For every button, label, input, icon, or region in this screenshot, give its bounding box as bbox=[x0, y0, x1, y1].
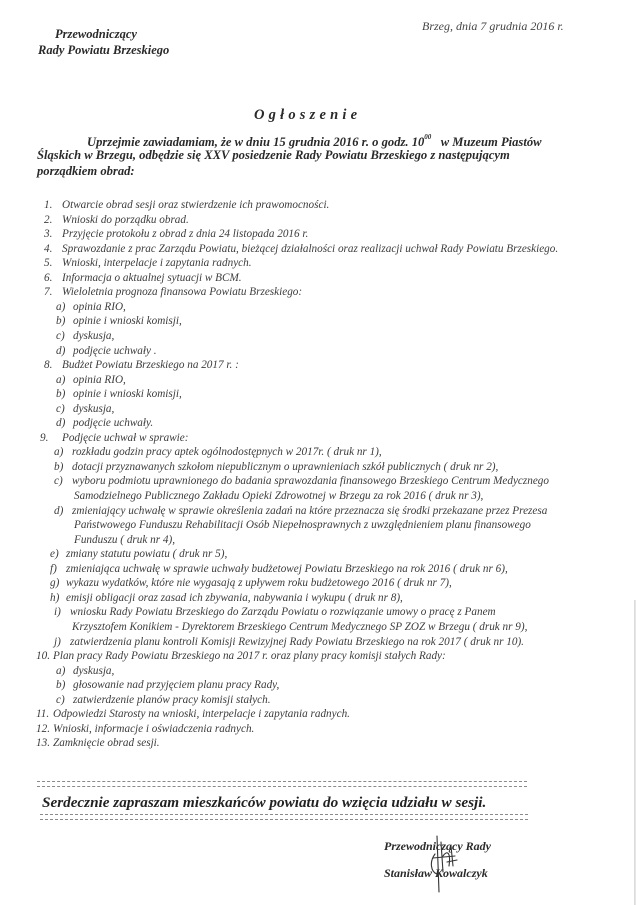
item-number: 10. bbox=[36, 650, 50, 663]
item-number: 3. bbox=[44, 228, 53, 241]
item-number: f) bbox=[50, 562, 57, 575]
item-number: 11. bbox=[36, 708, 50, 721]
item-number: 12. bbox=[36, 722, 50, 735]
item-text: Zamknięcie obrad sesji. bbox=[53, 737, 160, 750]
item-number: 1. bbox=[44, 199, 53, 211]
item-text: zmiany statutu powiatu ( druk nr 5), bbox=[66, 548, 228, 561]
item-number: d) bbox=[56, 417, 66, 430]
item-text: opinie i wnioski komisji, bbox=[73, 315, 182, 328]
signatory-name: Stanisław Kowalczyk bbox=[384, 866, 488, 880]
item-number: d) bbox=[54, 504, 64, 517]
item-number: 4. bbox=[44, 242, 53, 255]
intro-line-3: porządkiem obrad: bbox=[37, 164, 135, 178]
item-number: b) bbox=[56, 679, 66, 692]
item-text: Wieloletnia prognoza finansowa Powiatu Brzeskiego: bbox=[62, 286, 303, 299]
hour-superscript: 00 bbox=[424, 133, 432, 141]
item-text: rozkładu godzin pracy aptek ogólnodostępnych w 2017r. ( druk nr 1), bbox=[72, 446, 382, 459]
item-text: opinie i wnioski komisji, bbox=[73, 388, 182, 401]
closing-invitation: Serdecznie zapraszam mieszkańców powiatu do wzięcia udziału w sesji. bbox=[42, 794, 487, 811]
item-text: Wnioski, informacje i oświadczenia radnych. bbox=[53, 722, 255, 735]
item-number: b) bbox=[56, 388, 66, 401]
item-number: j) bbox=[54, 635, 61, 648]
item-text: zatwierdzenia planu kontroli Komisji Rewizyjnej Rady Powiatu Brzeskiego na rok 2017 ( druk nr 10). bbox=[70, 635, 524, 648]
item-number: b) bbox=[56, 315, 66, 328]
item-text: Wnioski do porządku obrad. bbox=[62, 213, 189, 226]
item-text: zatwierdzenie planów pracy komisji stałych. bbox=[73, 693, 271, 706]
item-text: dyskusja, bbox=[73, 329, 115, 342]
issuer-line-1: Przewodniczący bbox=[55, 27, 137, 41]
item-number: e) bbox=[50, 548, 59, 561]
item-text: opinia RIO, bbox=[73, 373, 126, 386]
item-number: a) bbox=[56, 300, 66, 313]
item-number: c) bbox=[56, 693, 65, 706]
signatory-role: Przewodniczący Rady bbox=[384, 839, 491, 853]
page-edge-shadow bbox=[634, 600, 636, 905]
item-number: a) bbox=[56, 373, 66, 386]
item-text: Państwowego Funduszu Rehabilitacji Osób Niepełnosprawnych z uwzględnieniem planu finansowego bbox=[74, 519, 531, 532]
item-text: dotacji przyznawanych szkołom niepublicznym o uprawnieniach szkół publicznych ( druk nr 2), bbox=[72, 460, 499, 473]
item-number: a) bbox=[56, 664, 66, 677]
item-text: podjęcie uchwały . bbox=[73, 344, 157, 357]
item-text: zmieniający uchwałę w sprawie określenia zadań na które przeznacza się środki przekazane przez Prezesa bbox=[72, 504, 548, 517]
item-number: 8. bbox=[44, 359, 53, 372]
item-text: dyskusja, bbox=[73, 402, 115, 415]
item-text: Przyjęcie protokołu z obrad z dnia 24 listopada 2016 r. bbox=[62, 228, 309, 241]
separator-top bbox=[37, 781, 527, 787]
item-text: Wnioski, interpelacje i zapytania radnych. bbox=[62, 257, 252, 270]
item-number: g) bbox=[50, 577, 60, 590]
separator-bottom bbox=[40, 814, 528, 820]
issuer-line-2: Rady Powiatu Brzeskiego bbox=[38, 43, 170, 57]
item-number: h) bbox=[50, 591, 60, 604]
item-text: zmieniająca uchwałę w sprawie uchwały budżetowej Powiatu Brzeskiego na rok 2016 ( druk nr 6), bbox=[66, 562, 508, 575]
item-text: wyboru podmiotu uprawnionego do badania sprawozdania finansowego Brzeskiego Centrum Medycznego bbox=[72, 475, 549, 488]
item-text: dyskusja, bbox=[73, 664, 115, 677]
item-text: Budżet Powiatu Brzeskiego na 2017 r. : bbox=[62, 359, 239, 372]
item-number: a) bbox=[54, 446, 64, 459]
item-number: 5. bbox=[44, 257, 53, 270]
item-number: d) bbox=[56, 344, 66, 357]
item-text: głosowanie nad przyjęciem planu pracy Rady, bbox=[73, 679, 280, 692]
item-number: i) bbox=[54, 606, 61, 619]
item-text: Informacja o aktualnej sytuacji w BCM. bbox=[62, 271, 242, 284]
item-number: 6. bbox=[44, 271, 53, 284]
item-text: Krzysztofem Konikiem - Dyrektorem Brzeskiego Centrum Medycznego SP ZOZ w Brzegu ( druk nr 9), bbox=[72, 620, 528, 633]
item-text: Funduszu ( druk nr 4), bbox=[74, 533, 175, 546]
item-number: 9. bbox=[40, 431, 49, 444]
item-text: Odpowiedzi Starosty na wnioski, interpelacje i zapytania radnych. bbox=[53, 708, 350, 721]
item-text: wniosku Rady Powiatu Brzeskiego do Zarządu Powiatu o rozwiązanie umowy o pracę z Panem bbox=[70, 606, 496, 619]
intro-line-1-text: Uprzejmie zawiadamiam, że w dniu 15 grudnia 2016 r. o godz. 10 bbox=[87, 135, 425, 150]
item-number: 2. bbox=[44, 213, 53, 226]
intro-line-2: Śląskich w Brzegu, odbędzie się XXV posiedzenie Rady Powiatu Brzeskiego z następującym bbox=[37, 148, 510, 162]
item-number: 7. bbox=[44, 286, 53, 299]
intro-line-1-venue: w Muzeum Piastów bbox=[440, 135, 542, 150]
item-number: c) bbox=[56, 329, 65, 342]
item-text: wykazu wydatków, które nie wygasają z upływem roku budżetowego 2016 ( druk nr 7), bbox=[66, 577, 452, 590]
item-number: b) bbox=[54, 460, 64, 473]
item-text: Otwarcie obrad sesji oraz stwierdzenie ich prawomocności. bbox=[62, 199, 330, 211]
document-title: Ogłoszenie bbox=[254, 107, 362, 123]
item-text: Plan pracy Rady Powiatu Brzeskiego na 2017 r. oraz plany pracy komisji stałych Rady: bbox=[53, 650, 446, 663]
item-number: c) bbox=[56, 402, 65, 415]
place-date: Brzeg, dnia 7 grudnia 2016 r. bbox=[422, 19, 564, 33]
handwritten-signature bbox=[425, 832, 461, 896]
item-text: opinia RIO, bbox=[73, 300, 126, 313]
item-text: podjęcie uchwały. bbox=[73, 417, 154, 430]
item-text: Sprawozdanie z prac Zarządu Powiatu, bieżącej działalności oraz realizacji uchwał Rady Powiatu Brzeskiego. bbox=[62, 242, 559, 255]
item-number: c) bbox=[54, 475, 63, 488]
item-text: Samodzielnego Publicznego Zakładu Opieki Zdrowotnej w Brzegu za rok 2016 ( druk nr 3), bbox=[74, 490, 484, 502]
item-text: Podjęcie uchwał w sprawie: bbox=[62, 431, 189, 444]
item-text: emisji obligacji oraz zasad ich zbywania, nabywania i wykupu ( druk nr 8), bbox=[66, 591, 403, 604]
item-number: 13. bbox=[36, 737, 50, 750]
